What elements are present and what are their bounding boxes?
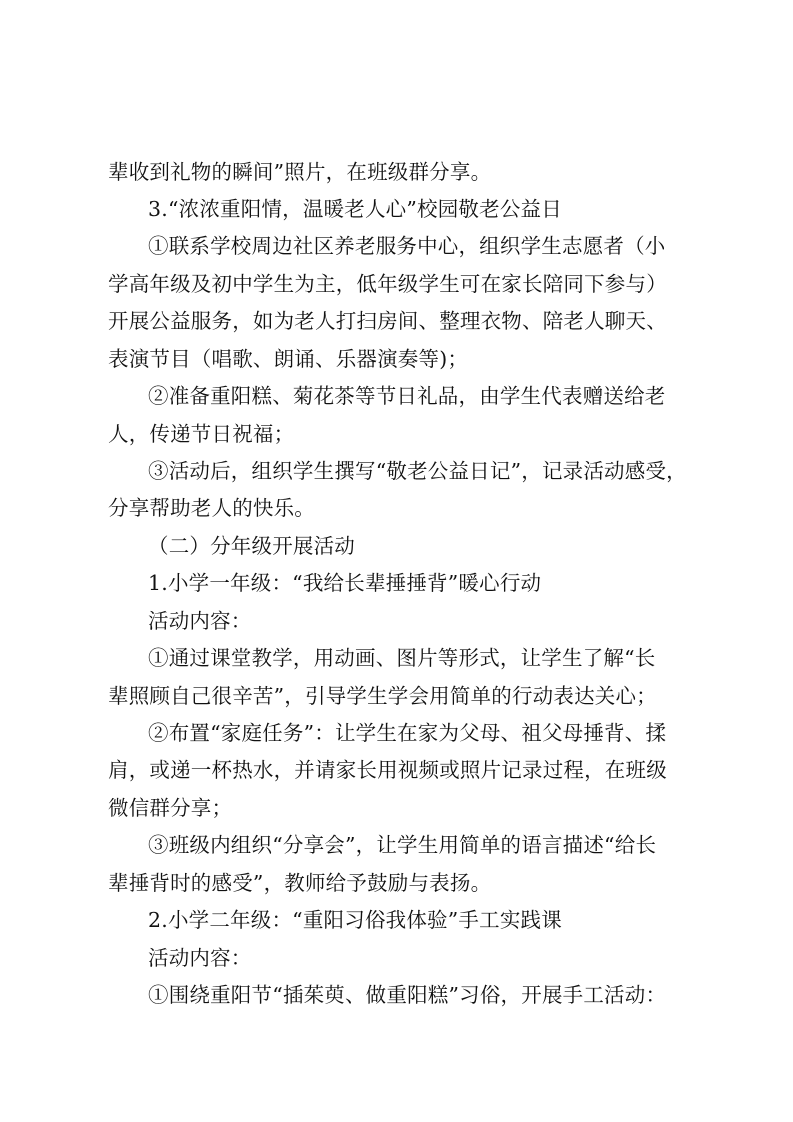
paragraph-line: 学高年级及初中学生为主，低年级学生可在家长陪同下参与） xyxy=(108,272,667,296)
paragraph-line: ①通过课堂教学，用动画、图片等形式，让学生了解“长 xyxy=(148,646,656,670)
paragraph-line: 辈捶背时的感受”，教师给予鼓励与表扬。 xyxy=(108,871,492,895)
paragraph-line: 开展公益服务，如为老人打扫房间、整理衣物、陪老人聊天、 xyxy=(108,309,667,333)
section-heading: （二）分年级开展活动 xyxy=(148,534,355,558)
paragraph-line: 辈收到礼物的瞬间”照片，在班级群分享。 xyxy=(108,160,492,184)
paragraph-line: 肩，或递一杯热水，并请家长用视频或照片记录过程，在班级 xyxy=(108,758,667,782)
section-heading: 2.小学二年级：“重阳习俗我体验”手工实践课 xyxy=(148,908,562,932)
paragraph-line: 辈照顾自己很辛苦”，引导学生学会用简单的行动表达关心； xyxy=(108,684,657,708)
section-heading: 3.“浓浓重阳情，温暖老人心”校园敬老公益日 xyxy=(148,197,562,221)
paragraph-line: 表演节目（唱歌、朗诵、乐器演奏等)； xyxy=(108,347,469,371)
paragraph-line: ①联系学校周边社区养老服务中心，组织学生志愿者（小 xyxy=(148,234,666,258)
paragraph-line: ③活动后，组织学生撰写“敬老公益日记”，记录活动感受， xyxy=(148,459,687,483)
paragraph-line: 活动内容： xyxy=(148,609,252,633)
paragraph-line: ③班级内组织“分享会”，让学生用简单的语言描述“给长 xyxy=(148,833,657,857)
paragraph-line: 微信群分享； xyxy=(108,796,233,820)
paragraph-line: ②准备重阳糕、菊花茶等节日礼品，由学生代表赠送给老 xyxy=(148,384,666,408)
paragraph-line: 分享帮助老人的快乐。 xyxy=(108,496,315,520)
paragraph-line: ②布置“家庭任务”：让学生在家为父母、祖父母捶背、揉 xyxy=(148,721,667,745)
section-heading: 1.小学一年级：“我给长辈捶捶背”暖心行动 xyxy=(148,571,542,595)
paragraph-line: ①围绕重阳节“插茱萸、做重阳糕”习俗，开展手工活动： xyxy=(148,983,667,1007)
paragraph-line: 活动内容： xyxy=(148,946,252,970)
paragraph-line: 人，传递节日祝福； xyxy=(108,422,295,446)
